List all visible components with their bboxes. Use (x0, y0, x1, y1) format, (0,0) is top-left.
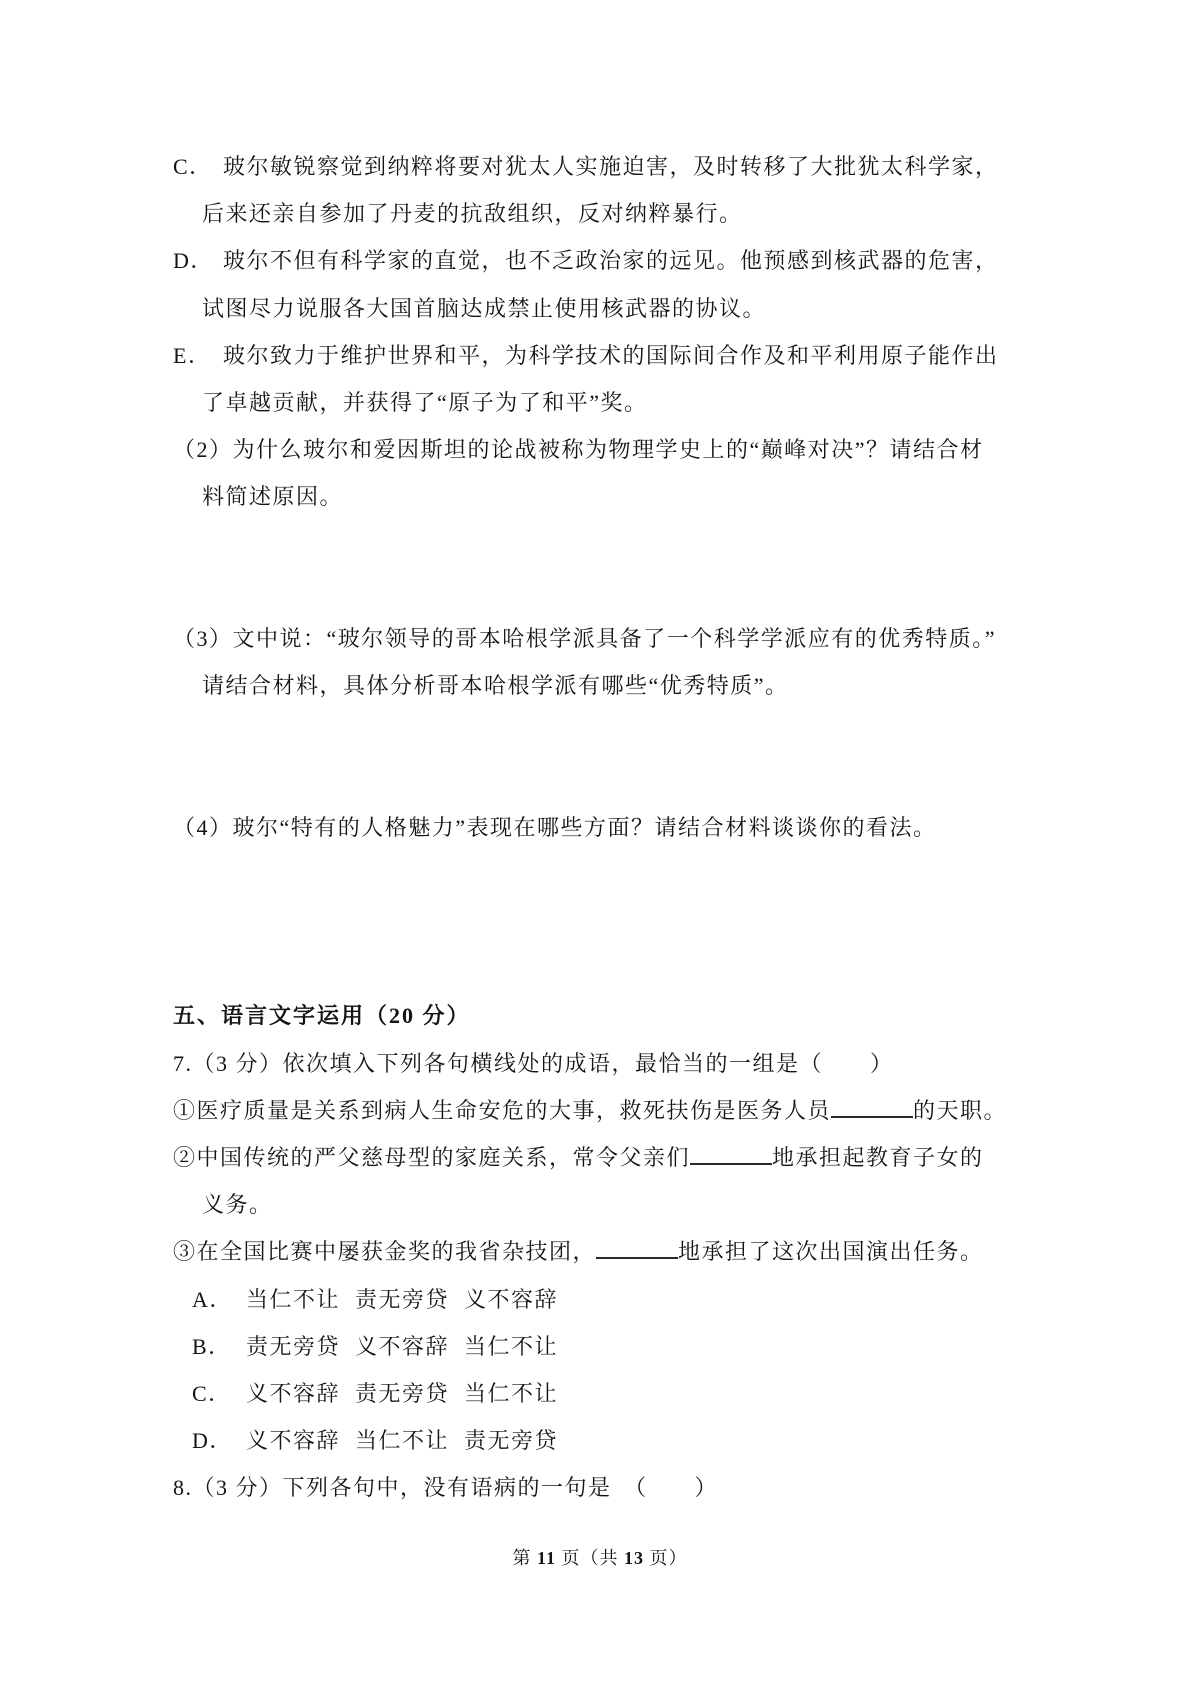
q7-option-b-label: B． (192, 1333, 232, 1359)
answer-space (173, 709, 1053, 803)
fill-in-blank-underline (831, 1112, 913, 1118)
subquestion-3-line2 (173, 662, 1053, 709)
subquestion-3-text-line1: 文中说：“玻尔领导的哥本哈根学派具备了一个科学学派应有的优秀特质。” (232, 625, 997, 651)
subquestion-2-text-line2: 料简述原因。 (202, 484, 344, 510)
choice-option-c-line2 (173, 190, 1053, 237)
item-1-text-before: ①医疗质量是关系到病人生命安危的大事，救死扶伤是医务人员 (173, 1097, 832, 1123)
fill-blank-item-3 (173, 1228, 1053, 1275)
footer-page-number: 11 (536, 1548, 556, 1568)
q7-option-c-label: C． (192, 1380, 232, 1406)
q7-option-a-label: A． (192, 1286, 233, 1312)
question-8-stem (173, 1464, 1053, 1511)
subquestion-2-line2 (173, 473, 1053, 520)
q7-option-b-text: 责无旁贷 义不容辞 当仁不让 (246, 1333, 559, 1359)
choice-option-d-line2 (173, 285, 1053, 332)
q7-option-c (173, 1370, 1053, 1417)
subquestion-3-label: （3） (173, 625, 233, 651)
choice-option-d-line1 (173, 237, 1053, 284)
question-7-stem-text: 7.（3 分）依次填入下列各句横线处的成语，最恰当的一组是（ ） (173, 1050, 894, 1076)
answer-space (173, 851, 1053, 993)
item-2-text-cont: 义务。 (202, 1192, 273, 1218)
q7-option-d (173, 1417, 1053, 1464)
fill-blank-item-2-cont (173, 1181, 1053, 1228)
fill-blank-item-2 (173, 1134, 1053, 1181)
option-d-text-line2: 试图尽力说服各大国首脑达成禁止使用核武器的协议。 (202, 295, 767, 321)
footer-prefix: 第 (512, 1548, 537, 1568)
answer-space (173, 521, 1053, 615)
item-1-text-after: 的天职。 (913, 1097, 1008, 1123)
subquestion-2-text-line1: 为什么玻尔和爱因斯坦的论战被称为物理学史上的“巅峰对决”？请结合材 (232, 437, 984, 463)
item-3-text-after: 地承担了这次出国演出任务。 (678, 1239, 984, 1265)
subquestion-4-text-line1: 玻尔“特有的人格魅力”表现在哪些方面？请结合材料谈谈你的看法。 (232, 814, 937, 840)
q7-option-d-text: 义不容辞 当仁不让 责无旁贷 (246, 1428, 559, 1454)
q7-option-a (173, 1276, 1053, 1323)
option-label-e: E． (173, 342, 212, 368)
subquestion-2-label: （2） (173, 437, 233, 463)
subquestion-4-label: （4） (173, 814, 233, 840)
item-2-text-after: 地承担起教育子女的 (772, 1145, 984, 1170)
q7-option-c-text: 义不容辞 责无旁贷 当仁不让 (246, 1380, 559, 1406)
option-d-text-line1: 玻尔不但有科学家的直觉，也不乏政治家的远见。他预感到核武器的危害， (223, 248, 999, 274)
section-title-text: 五、语言文字运用（20 分） (173, 1003, 471, 1029)
choice-option-e-line1 (173, 332, 1053, 379)
option-label-d: D． (173, 248, 214, 274)
choice-option-e-line2 (173, 379, 1053, 426)
option-label-c: C． (173, 154, 213, 179)
page-footer (0, 1544, 1200, 1572)
q7-option-a-text: 当仁不让 责无旁贷 义不容辞 (246, 1286, 559, 1312)
footer-total-pages: 13 (624, 1548, 644, 1568)
item-3-text-before: ③在全国比赛中屡获金奖的我省杂技团， (173, 1239, 597, 1265)
subquestion-4-line1 (173, 804, 1053, 851)
footer-middle: 页（共 (556, 1548, 624, 1568)
section-title (173, 992, 1053, 1039)
fill-in-blank-underline (690, 1159, 772, 1165)
page-content (173, 143, 1053, 1512)
subquestion-3-line1 (173, 615, 1053, 662)
footer-suffix: 页） (644, 1548, 688, 1568)
option-c-text-line2: 后来还亲自参加了丹麦的抗敌组织，反对纳粹暴行。 (202, 201, 743, 227)
subquestion-2-line1 (173, 426, 1053, 473)
subquestion-3-text-line2: 请结合材料，具体分析哥本哈根学派有哪些“优秀特质”。 (202, 673, 789, 699)
q7-option-d-label: D． (192, 1428, 233, 1454)
option-c-text-line1: 玻尔敏锐察觉到纳粹将要对犹太人实施迫害，及时转移了大批犹太科学家， (223, 154, 999, 179)
option-e-text-line2: 了卓越贡献，并获得了“原子为了和平”奖。 (202, 389, 648, 415)
q7-option-b (173, 1323, 1053, 1370)
item-2-text-before: ②中国传统的严父慈母型的家庭关系，常令父亲们 (173, 1145, 691, 1170)
question-8-stem-text: 8.（3 分）下列各句中，没有语病的一句是 （ ） (173, 1475, 719, 1501)
option-e-text-line1: 玻尔致力于维护世界和平，为科学技术的国际间合作及和平利用原子能作出 (223, 342, 999, 368)
choice-option-c-line1 (173, 143, 1053, 190)
fill-in-blank-underline (596, 1253, 678, 1259)
question-7-stem (173, 1040, 1053, 1087)
fill-blank-item-1 (173, 1087, 1053, 1134)
